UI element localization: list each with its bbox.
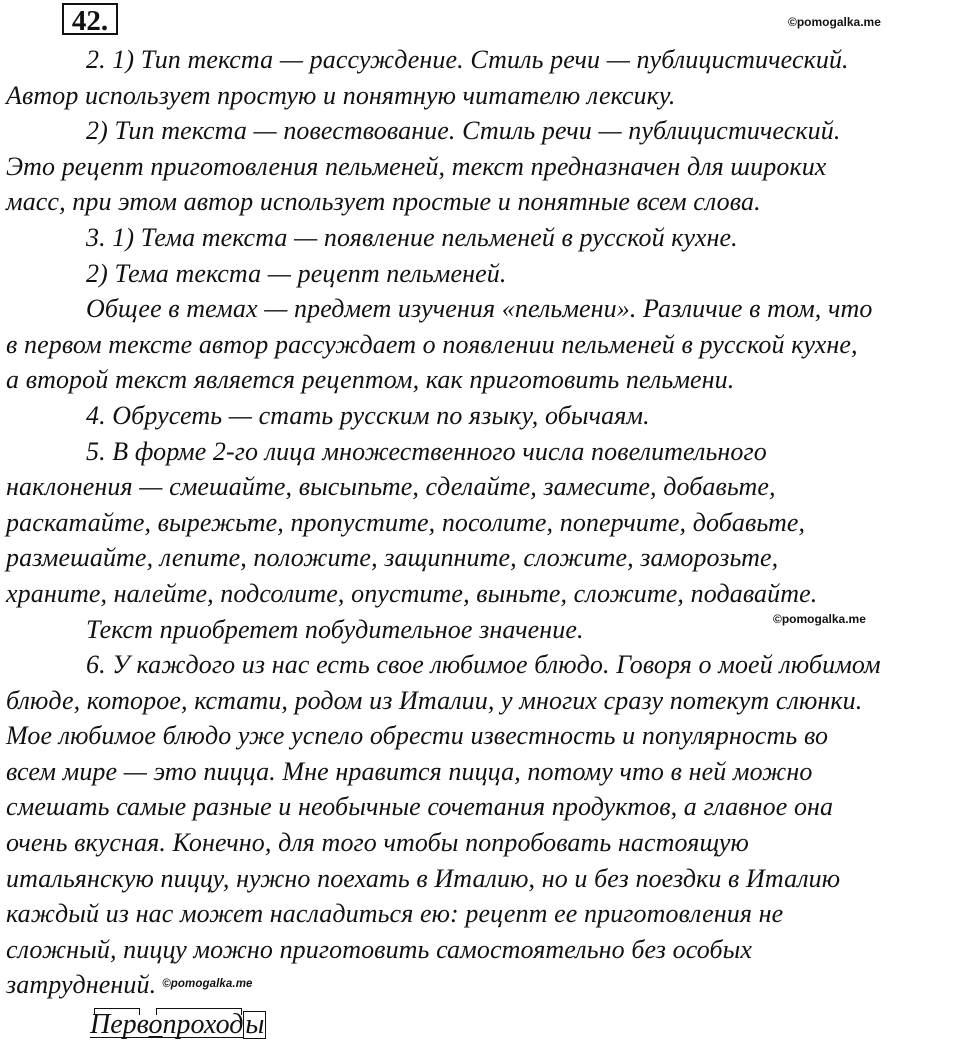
text-line-content: храните, налейте, подсолите, опустите, выньте, сложите, подавайте. bbox=[6, 578, 818, 608]
text-line bbox=[0, 469, 960, 505]
text-line-content: итальянскую пиццу, нужно поехать в Италию, но и без поездки в Италию bbox=[6, 863, 841, 893]
task-number: 42. bbox=[62, 3, 118, 35]
text-line bbox=[0, 184, 960, 220]
watermark-inline: ©pomogalka.me bbox=[162, 978, 253, 991]
text-line bbox=[0, 434, 960, 470]
text-line-content: размешайте, лепите, положите, защипните, сложите, заморозьте, bbox=[6, 543, 779, 573]
morpheme-analysis bbox=[90, 1008, 266, 1042]
text-line bbox=[0, 789, 960, 825]
text-line bbox=[0, 149, 960, 185]
text-line-content: Автор использует простую и понятную читателю лексику. bbox=[6, 80, 676, 110]
text-line bbox=[0, 683, 960, 719]
text-line-content: очень вкусная. Конечно, для того чтобы попробовать настоящую bbox=[6, 828, 749, 858]
text-line bbox=[0, 718, 960, 754]
text-line bbox=[0, 576, 960, 612]
text-line-content: раскатайте, вырежьте, пропустите, посолите, поперчите, добавьте, bbox=[6, 507, 806, 537]
text-line-content: блюде, которое, кстати, родом из Италии, у многих сразу потекут слюнки. bbox=[6, 685, 863, 715]
text-line bbox=[0, 42, 960, 78]
root-arc-2 bbox=[156, 1008, 242, 1015]
text-line-content: всем мире — это пицца. Мне нравится пицца, потому что в ней можно bbox=[6, 756, 813, 786]
text-line-content: 2. 1) Тип текста — рассуждение. Стиль речи — публицистический. bbox=[86, 45, 849, 74]
text-line bbox=[0, 825, 960, 861]
text-line bbox=[0, 398, 960, 434]
text-line bbox=[0, 113, 960, 149]
text-line-content: Общее в темах — предмет изучения «пельмени». Различие в том, что bbox=[86, 294, 873, 324]
text-line bbox=[0, 540, 960, 576]
text-line bbox=[0, 647, 960, 683]
text-line bbox=[0, 967, 960, 1003]
text-line-content: 3. 1) Тема текста — появление пельменей в русской кухне. bbox=[86, 222, 738, 252]
text-line-content: 6. У каждого из нас есть свое любимое блюдо. Говоря о моей любимом bbox=[86, 650, 881, 680]
text-line-content: 4. Обрусеть — стать русским по языку, обычаям. bbox=[86, 400, 650, 430]
text-line bbox=[0, 861, 960, 897]
morpheme-connecting-vowel: о bbox=[148, 1009, 163, 1040]
watermark-top: ©pomogalka.me bbox=[788, 15, 881, 29]
morpheme-part-3: проход bbox=[162, 1009, 244, 1040]
text-line-content: сложный, пиццу можно приготовить самостоятельно без особых bbox=[6, 934, 753, 964]
root-arc-1 bbox=[94, 1008, 140, 1015]
text-line-content: а второй текст является рецептом, как приготовить пельмени. bbox=[6, 365, 735, 395]
text-line bbox=[0, 256, 960, 292]
watermark-middle: ©pomogalka.me bbox=[773, 612, 866, 626]
text-line-content: каждый из нас может насладиться ею: рецепт ее приготовления не bbox=[6, 899, 784, 929]
text-line-content: смешать самые разные и необычные сочетания продуктов, а главное она bbox=[6, 792, 834, 822]
morpheme-ending: ы bbox=[245, 1009, 265, 1040]
text-line-content: 2) Тема текста — рецепт пельменей. bbox=[86, 258, 507, 288]
text-line bbox=[0, 932, 960, 968]
text-line bbox=[0, 220, 960, 256]
answer-text bbox=[0, 42, 960, 1003]
morpheme-stem bbox=[90, 1008, 243, 1042]
text-line bbox=[0, 78, 960, 114]
text-line bbox=[0, 505, 960, 541]
text-line-content: Мое любимое блюдо уже успело обрести известность и популярность во bbox=[6, 721, 829, 751]
text-line bbox=[0, 896, 960, 932]
stem-underline bbox=[90, 1037, 243, 1038]
text-line bbox=[0, 362, 960, 398]
text-line-content: в первом тексте автор рассуждает о появлении пельменей в русской кухне, bbox=[6, 329, 858, 359]
text-line-content: наклонения — смешайте, высыпьте, сделайте, замесите, добавьте, bbox=[6, 472, 776, 502]
text-line bbox=[0, 612, 960, 648]
morpheme-part-1: Перв bbox=[90, 1009, 149, 1040]
text-line-content: 5. В форме 2-го лица множественного числа повелительного bbox=[86, 436, 767, 466]
text-line bbox=[0, 327, 960, 363]
text-line bbox=[0, 754, 960, 790]
text-line bbox=[0, 291, 960, 327]
text-line-content: Это рецепт приготовления пельменей, текст предназначен для широких bbox=[6, 151, 827, 181]
text-line-content: 2) Тип текста — повествование. Стиль речи — публицистический. bbox=[86, 116, 841, 146]
text-line-content: Текст приобретет побудительное значение. bbox=[86, 614, 584, 644]
text-line-content: масс, при этом автор использует простые и понятные всем слова. bbox=[6, 187, 761, 217]
text-line-content: затруднений. bbox=[6, 970, 157, 1000]
